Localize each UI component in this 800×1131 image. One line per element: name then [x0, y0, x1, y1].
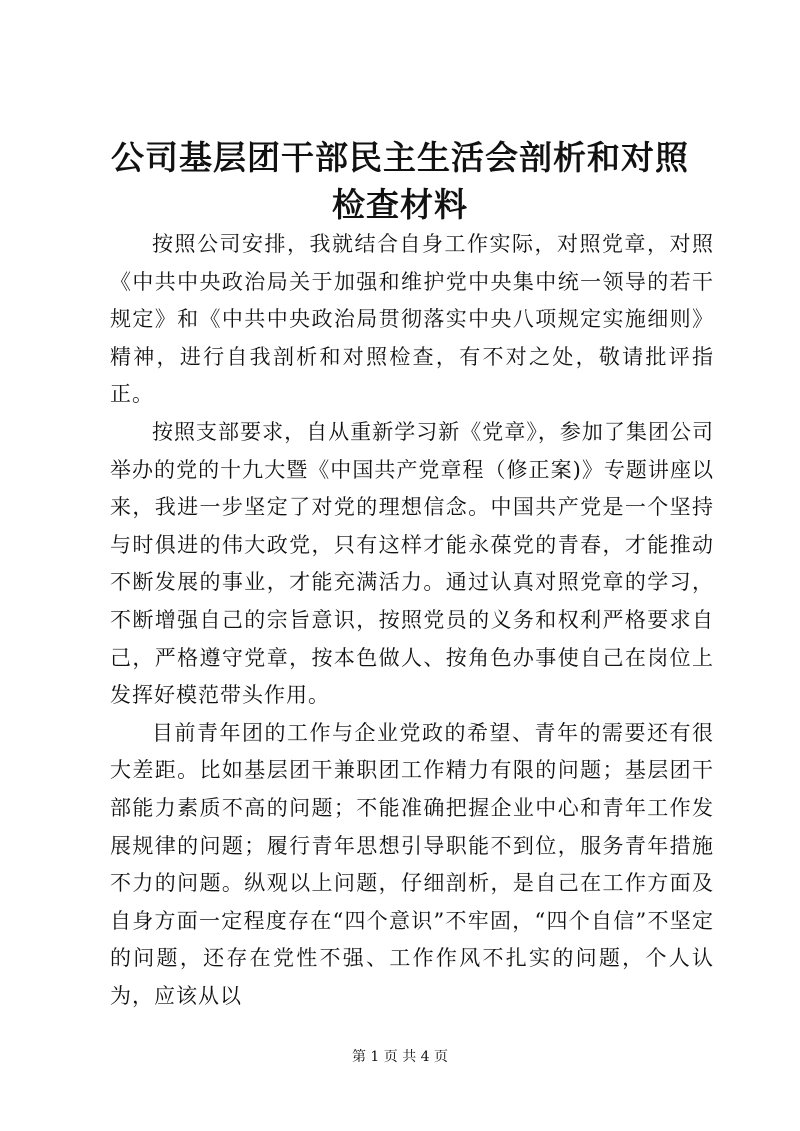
document-title: 公司基层团干部民主生活会剖析和对照检查材料 — [111, 138, 689, 224]
paragraph-1: 按照公司安排，我就结合自身工作实际，对照党章，对照《中共中央政治局关于加强和维护党中央集中统一领导的若干规定》和《中共中央政治局贯彻落实中央八项规定实施细则》精神，进行自我剖析和对照检查，有不对之处，敬请批评指正。 — [110, 232, 714, 407]
page-footer: 第 1 页 共 4 页 — [351, 1049, 449, 1065]
document-body — [110, 226, 714, 1015]
paragraph-2: 按照支部要求，自从重新学习新《党章》，参加了集团公司举办的党的十九大暨《中国共产党章程（修正案)》专题讲座以来，我进一步坚定了对党的理想信念。中国共产党是一个坚持与时俱进的伟大政党，只有这样才能永葆党的青春，才能推动不断发展的事业，才能充满活力。通过认真对照党章的学习，不断增强自己的宗旨意识，按照党员的义务和权利严格要求自己，严格遵守党章，按本色做人、按角色办事使自己在岗位上发挥好模范带头作用。 — [110, 419, 714, 708]
paragraph-3: 目前青年团的工作与企业党政的希望、青年的需要还有很大差距。比如基层团干兼职团工作精力有限的问题；基层团干部能力素质不高的问题；不能准确把握企业中心和青年工作发展规律的问题；履行青年思想引导职能不到位，服务青年措施不力的问题。纵观以上问题，仔细剖析，是自己在工作方面及自身方面一定程度存在“四个意识”不牢固，“四个自信”不坚定的问题，还存在党性不强、工作作风不扎实的问题，个人认为，应该从以 — [110, 720, 714, 1008]
